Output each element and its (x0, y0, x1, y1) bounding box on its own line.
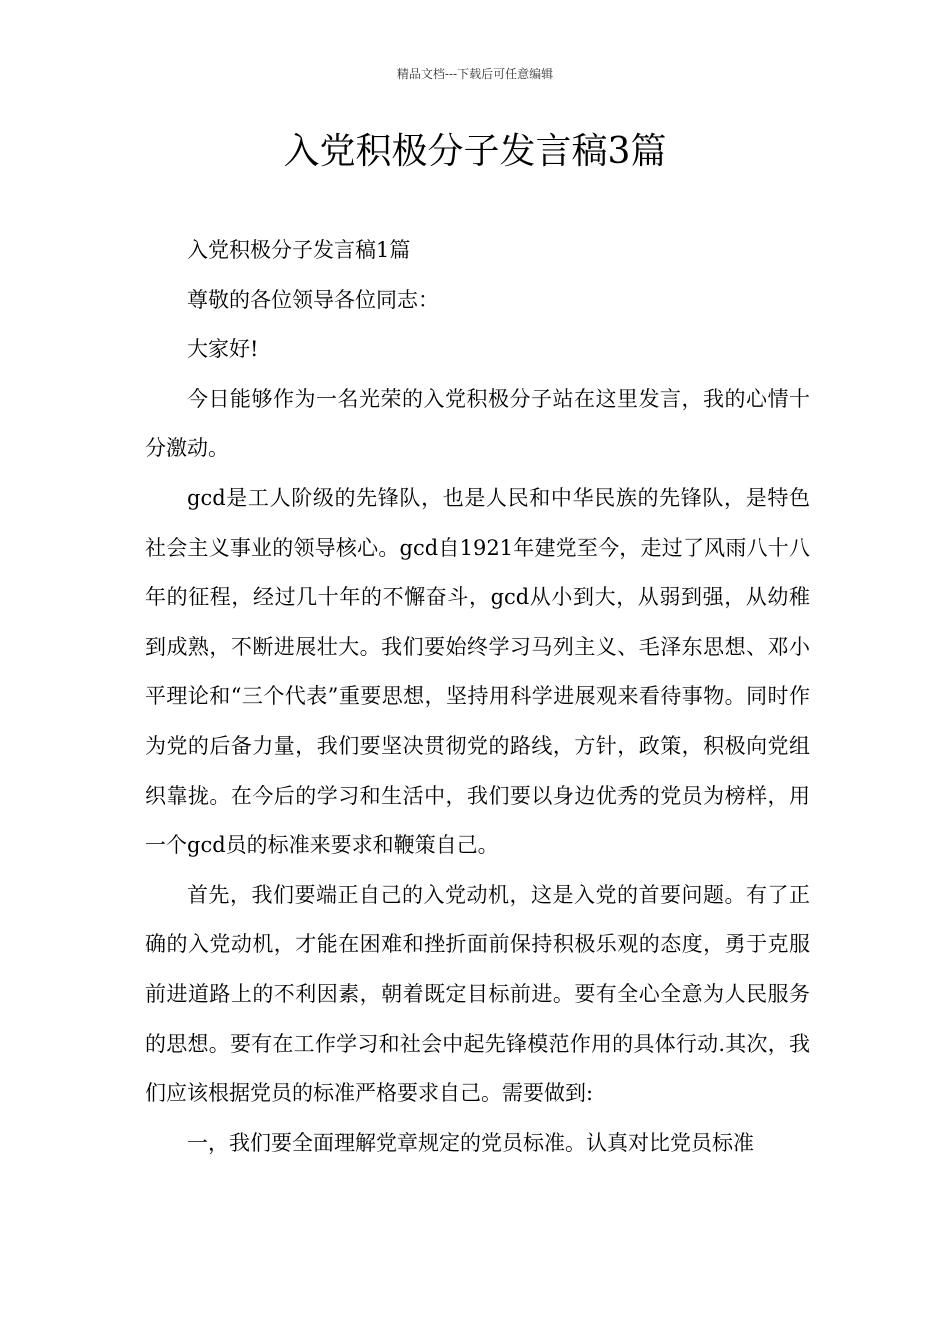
paragraph-body: 首先，我们要端正自己的入党动机，这是入党的首要问题。有了正确的入党动机，才能在困难和挫折面前保持积极乐观的态度，勇于克服前进道路上的不利因素，朝着既定目标前进。要有全心全意为人民服务的思想。要有在工作学习和社会中起先锋模范作用的具体行动.其次，我们应该根据党员的标准严格要求自己。需要做到: (145, 882, 810, 1106)
document-title: 入党积极分子发言稿3篇 (283, 131, 667, 172)
paragraph-body: gcd是工人阶级的先锋队，也是人民和中华民族的先锋队，是特色社会主义事业的领导核心。gcd自1921年建党至今，走过了风雨八十八年的征程，经过几十年的不懈奋斗，gcd从小到大，从弱到强，从幼稚到成熟，不断进展壮大。我们要始终学习马列主义、毛泽东思想、邓小平理论和“三个代表”重要思想，坚持用科学进展观来看待事物。同时作为党的后备力量，我们要坚决贯彻党的路线，方针，政策，积极向党组织靠拢。在今后的学习和生活中，我们要以身边优秀的党员为榜样，用一个gcd员的标准来要求和鞭策自己。 (145, 485, 810, 858)
document-body (145, 226, 810, 1168)
paragraph-greeting: 大家好! (187, 337, 259, 362)
header-note: 精品文档---下载后可任意编辑 (396, 67, 554, 81)
paragraph-intro: 今日能够作为一名光荣的入党积极分子站在这里发言，我的心情十分激动。 (145, 386, 810, 461)
paragraph-subtitle: 入党积极分子发言稿1篇 (187, 238, 411, 262)
paragraph-salutation: 尊敬的各位领导各位同志： (187, 287, 439, 312)
paragraph-body: 一，我们要全面理解党章规定的党员标准。认真对比党员标准 (187, 1130, 754, 1155)
